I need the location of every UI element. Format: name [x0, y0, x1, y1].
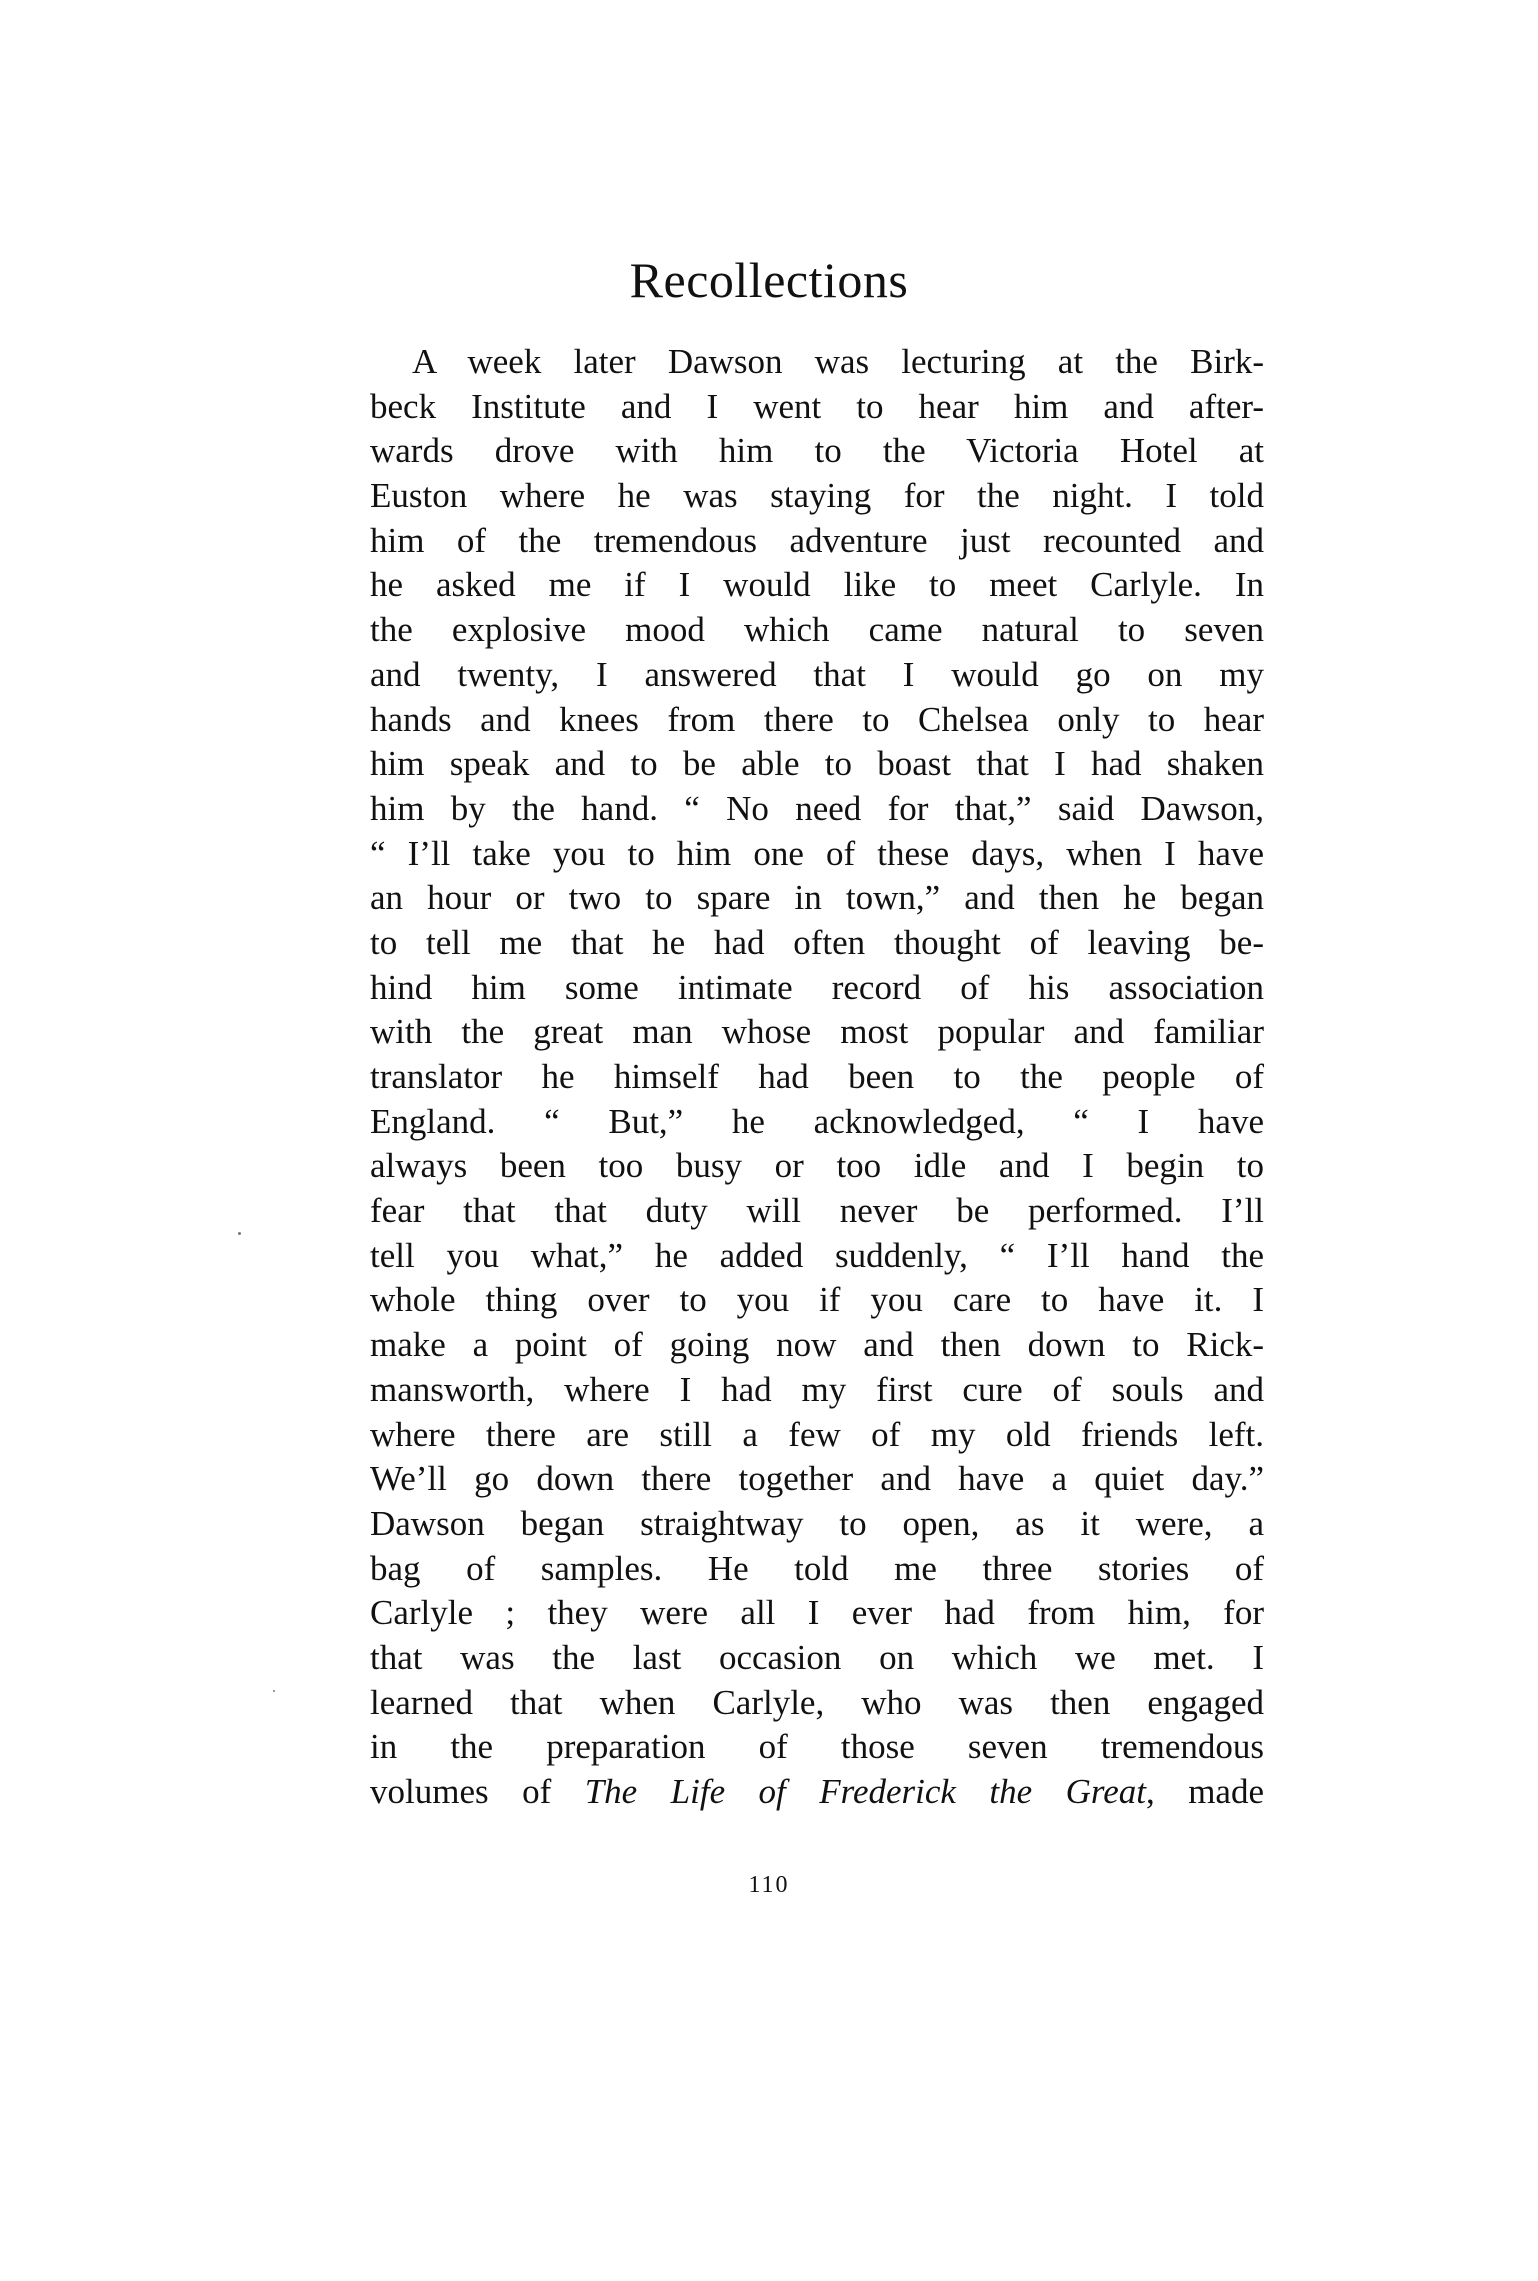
text-line: translator he himself had been to the people of — [370, 1057, 1264, 1096]
text-line: with the great man whose most popular and familiar — [370, 1012, 1264, 1052]
last-line-before: volumes of — [370, 1772, 585, 1811]
text-line: always been too busy or too idle and I begin to — [370, 1146, 1264, 1186]
text-line: tell you what,” he added suddenly, “ I’ll hand the — [370, 1235, 1264, 1275]
text-line: where there are still a few of my old friends left. — [370, 1414, 1264, 1454]
text-line: “ I’ll take you to him one of these days, when I have — [370, 833, 1264, 873]
body-text — [370, 340, 1264, 1815]
last-line-after: , made — [1145, 1772, 1264, 1811]
text-line: Dawson began straightway to open, as it were, a — [370, 1503, 1264, 1543]
scan-speck — [273, 1690, 275, 1692]
text-line: Euston where he was staying for the night. I told — [370, 476, 1264, 516]
text-line: hind him some intimate record of his association — [370, 967, 1264, 1007]
text-line: England. “ But,” he acknowledged, “ I have — [370, 1101, 1264, 1141]
text-line: to tell me that he had often thought of leaving be- — [370, 922, 1264, 962]
page-number: 110 — [748, 1872, 790, 1898]
text-line: make a point of going now and then down to Rick- — [370, 1325, 1264, 1365]
text-line: an hour or two to spare in town,” and then he began — [370, 878, 1264, 918]
scan-speck — [238, 1232, 241, 1235]
text-line: We’ll go down there together and have a quiet day.” — [370, 1459, 1264, 1499]
text-line: A week later Dawson was lecturing at the Birk- — [412, 342, 1264, 381]
text-line: he asked me if I would like to meet Carlyle. In — [370, 565, 1264, 605]
text-line: and twenty, I answered that I would go on my — [370, 654, 1264, 694]
text-line: hands and knees from there to Chelsea only to hear — [370, 699, 1264, 739]
running-head: Recollections — [629, 252, 909, 308]
text-line: whole thing over to you if you care to have it. I — [370, 1280, 1264, 1320]
text-line: in the preparation of those seven tremendous — [370, 1727, 1264, 1767]
text-line: him speak and to be able to boast that I had shaken — [370, 744, 1264, 784]
text-line: fear that that duty will never be performed. I’ll — [370, 1191, 1264, 1231]
text-line: beck Institute and I went to hear him and after- — [370, 386, 1264, 426]
text-line: the explosive mood which came natural to seven — [370, 610, 1264, 650]
text-line: him by the hand. “ No need for that,” said Dawson, — [370, 788, 1264, 828]
text-line: Carlyle ; they were all I ever had from him, for — [370, 1593, 1264, 1633]
book-title: The Life of Frederick the Great — [584, 1772, 1146, 1811]
text-line: wards drove with him to the Victoria Hotel at — [370, 431, 1264, 471]
text-line-last — [370, 1770, 1264, 1815]
text-line: bag of samples. He told me three stories of — [370, 1548, 1264, 1588]
text-line: him of the tremendous adventure just recounted and — [370, 520, 1264, 560]
text-line: that was the last occasion on which we met. I — [370, 1637, 1264, 1677]
text-line: mansworth, where I had my first cure of souls and — [370, 1369, 1264, 1409]
text-line: learned that when Carlyle, who was then engaged — [370, 1682, 1264, 1722]
